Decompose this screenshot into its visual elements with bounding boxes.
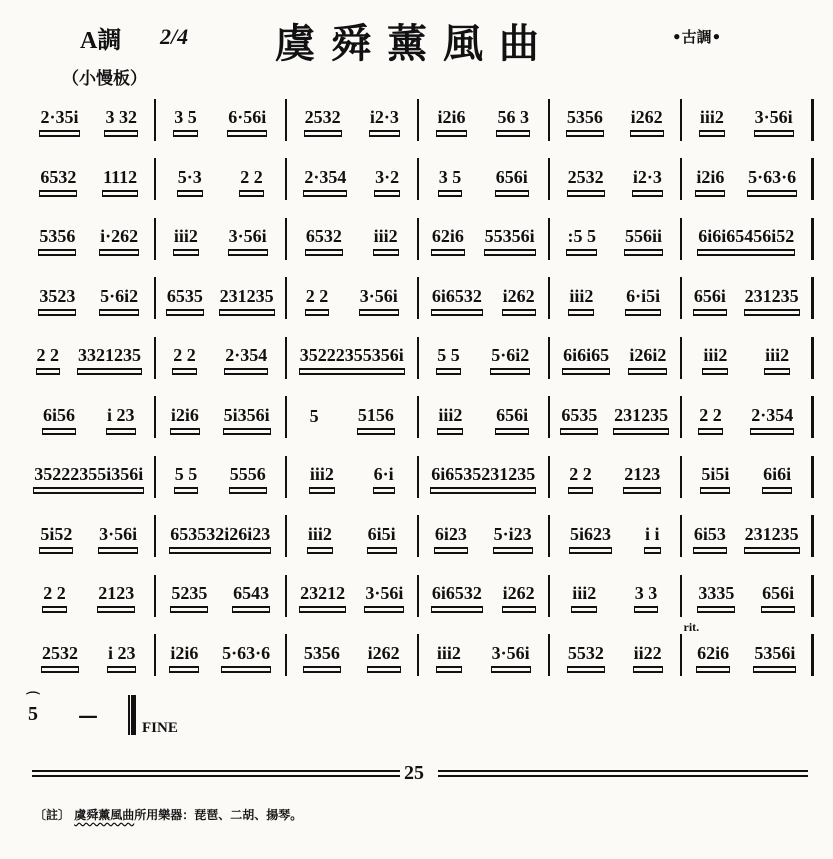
- measure: [419, 158, 551, 200]
- note-group: 6532: [39, 167, 77, 192]
- measure: [287, 277, 419, 319]
- note-group: 6·56i: [227, 107, 267, 132]
- note-group: 6i6i65: [562, 345, 610, 370]
- note-group: 3 5: [438, 167, 463, 192]
- note-group: iii2: [764, 345, 790, 370]
- note-group: 5i356i: [223, 405, 271, 430]
- note-group: 5i623: [569, 524, 612, 549]
- measure: [287, 99, 419, 141]
- measure: [682, 456, 815, 498]
- note-group: 5356: [38, 226, 76, 251]
- piece-title: 虞舜薰風曲: [275, 20, 555, 67]
- note-group: iii2: [702, 345, 728, 370]
- measure: [550, 634, 682, 676]
- measure: [682, 277, 815, 319]
- score-row: [24, 328, 814, 388]
- note-group: iii2: [699, 107, 725, 132]
- note-group: 5·63·6: [221, 643, 271, 668]
- note-group: 62i6: [696, 643, 730, 668]
- note-group: 3·56i: [228, 226, 268, 251]
- note-group: ii22: [633, 643, 663, 668]
- measure: [156, 456, 288, 498]
- note-group: 5i5i: [700, 464, 730, 489]
- measure: [156, 218, 288, 260]
- note-group: 5356: [303, 643, 341, 668]
- note-group: 35222355i356i: [33, 464, 144, 489]
- measure: [419, 218, 551, 260]
- note-group: 2 2: [698, 405, 723, 430]
- measure: [156, 515, 288, 557]
- note-group: i 23: [107, 643, 137, 668]
- note-group: 5·i23: [493, 524, 533, 549]
- note-group: i2i6: [170, 405, 200, 430]
- note-group: 5 5: [174, 464, 199, 489]
- measure: [419, 515, 551, 557]
- measure: [24, 218, 156, 260]
- note-group: 6i56: [42, 405, 76, 430]
- note-group: 656i: [495, 405, 529, 430]
- note-group: i262: [367, 643, 401, 668]
- note-group: i2i6: [695, 167, 725, 192]
- measure: [156, 396, 288, 438]
- note-group: 2123: [623, 464, 661, 489]
- measure: [419, 396, 551, 438]
- note-group: 2 2: [305, 286, 330, 311]
- note-group: i·262: [99, 226, 139, 251]
- note-group: 5556: [229, 464, 267, 489]
- measure: [24, 515, 156, 557]
- note-group: 2 2: [239, 167, 264, 192]
- note-group: 6535: [560, 405, 598, 430]
- note-group: iii2: [568, 286, 594, 311]
- note-group: 3 3: [634, 583, 659, 608]
- score-row: [24, 269, 814, 329]
- note-group: 6·i5i: [625, 286, 661, 311]
- measure: [24, 456, 156, 498]
- note-group: 2532: [304, 107, 342, 132]
- measure: [287, 337, 419, 379]
- note-group: 5·6i2: [490, 345, 530, 370]
- note-group: i262: [502, 583, 536, 608]
- note-group: 2532: [41, 643, 79, 668]
- note-group: 55356i: [484, 226, 536, 251]
- measure: [24, 99, 156, 141]
- note-group: 656i: [761, 583, 795, 608]
- note-group: 2123: [97, 583, 135, 608]
- note-group: 6i6535231235: [430, 464, 536, 489]
- footnote-piece-name: 虞舜薰風曲: [74, 808, 135, 822]
- measure: [550, 158, 682, 200]
- measure: [287, 396, 419, 438]
- note-group: 2 2: [568, 464, 593, 489]
- measure: [287, 515, 419, 557]
- note-group: 2·354: [303, 167, 347, 192]
- note-group: 231235: [744, 286, 800, 311]
- note-group: 2532: [567, 167, 605, 192]
- note-group: 2 2: [42, 583, 67, 608]
- measure: [550, 396, 682, 438]
- measure: [419, 277, 551, 319]
- ending-row: [24, 685, 274, 745]
- note-group: 3335: [697, 583, 735, 608]
- score-row: [24, 90, 814, 150]
- note-group: 231235: [744, 524, 800, 549]
- note-group: 3·56i: [359, 286, 399, 311]
- note-group: 5532: [567, 643, 605, 668]
- measure: [24, 634, 156, 676]
- note-group: 6543: [232, 583, 270, 608]
- note-group: 5356: [566, 107, 604, 132]
- measure: [419, 99, 551, 141]
- measure: [682, 396, 815, 438]
- mode-label: •古調•: [672, 28, 722, 46]
- note-group: 656i: [693, 286, 727, 311]
- note-group: 6i5i: [367, 524, 397, 549]
- measure: [682, 158, 815, 200]
- measure: [24, 337, 156, 379]
- score-row: [24, 388, 814, 448]
- note-group: i2i6: [436, 107, 466, 132]
- final-barline: [128, 695, 136, 735]
- note-group: iii2: [373, 226, 399, 251]
- measure: [419, 634, 551, 676]
- note-group: 2·354: [224, 345, 268, 370]
- measure: [156, 575, 288, 617]
- note-group: 2·35i: [39, 107, 79, 132]
- note-group: iii2: [173, 226, 199, 251]
- note-group: 2·354: [750, 405, 794, 430]
- measure: [550, 99, 682, 141]
- note-group: 3·56i: [364, 583, 404, 608]
- note-group: 5 5: [436, 345, 461, 370]
- score-row: [24, 209, 814, 269]
- measure: [550, 575, 682, 617]
- note-group: 3·56i: [754, 107, 794, 132]
- footnote-text: 所用樂器：琵琶、二胡、揚琴。: [134, 808, 303, 822]
- note-group: 3321235: [77, 345, 142, 370]
- note-group: 62i6: [431, 226, 465, 251]
- note-group: 3 32: [104, 107, 138, 132]
- key-signature: A調: [80, 28, 122, 54]
- note-group: i262: [630, 107, 664, 132]
- note-group: iii2: [571, 583, 597, 608]
- note-group: iii2: [309, 464, 335, 489]
- note-group: 653532i26i23: [169, 524, 271, 549]
- score-row: [24, 566, 814, 626]
- measure: [682, 620, 815, 676]
- note-group: 231235: [613, 405, 669, 430]
- measure: [156, 158, 288, 200]
- measure: [682, 337, 815, 379]
- jianpu-score: [24, 90, 814, 745]
- measure: [550, 456, 682, 498]
- measure: [156, 99, 288, 141]
- note-group: 3·56i: [98, 524, 138, 549]
- measure: [550, 515, 682, 557]
- note-group: 3·56i: [491, 643, 531, 668]
- note-group: 656i: [495, 167, 529, 192]
- measure: [682, 515, 815, 557]
- note-group: 23212: [299, 583, 346, 608]
- measure: [156, 277, 288, 319]
- note-group: 5: [309, 405, 319, 426]
- note-group: 5·3: [177, 167, 203, 192]
- measure: [682, 218, 815, 260]
- footer-rule-left: [32, 770, 400, 777]
- note-group: 5i52: [39, 524, 73, 549]
- note-group: iii2: [307, 524, 333, 549]
- note-group: 6i6i: [762, 464, 792, 489]
- note-group: i2·3: [632, 167, 663, 192]
- measure: [550, 277, 682, 319]
- measure: [419, 456, 551, 498]
- note-group: 5·63·6: [747, 167, 797, 192]
- note-group: 5235: [170, 583, 208, 608]
- note-group: i26i2: [628, 345, 667, 370]
- note-group: 6i6532: [431, 583, 483, 608]
- note-group: 3 5: [173, 107, 198, 132]
- measure: [682, 575, 815, 617]
- measure: [550, 337, 682, 379]
- measure: [24, 396, 156, 438]
- measure: [287, 634, 419, 676]
- tempo-marking: （小慢板）: [62, 69, 147, 89]
- footer-rule-right: [438, 770, 808, 777]
- sustain-dash: —: [78, 702, 98, 727]
- time-signature: 2/4: [160, 24, 189, 49]
- note-group: 2 2: [172, 345, 197, 370]
- note-group: 5·6i2: [99, 286, 139, 311]
- measure: [419, 575, 551, 617]
- fine-marking: FINE: [142, 719, 178, 736]
- note-group: 6535: [166, 286, 204, 311]
- measure: [682, 99, 815, 141]
- fermata-note: ⌒ 5: [28, 703, 38, 726]
- measure: [24, 158, 156, 200]
- note-group: i2·3: [369, 107, 400, 132]
- measure: [287, 456, 419, 498]
- note-group: 56 3: [496, 107, 530, 132]
- note-group: 6i23: [434, 524, 468, 549]
- note-group: 3523: [38, 286, 76, 311]
- note-group: 3·2: [374, 167, 400, 192]
- measure: [287, 218, 419, 260]
- measure: [24, 575, 156, 617]
- note-group: 6i6532: [431, 286, 483, 311]
- ritardando-marking: rit.: [683, 620, 700, 635]
- note-group: 6532: [305, 226, 343, 251]
- note-group: 556ii: [624, 226, 663, 251]
- measure: [419, 337, 551, 379]
- note-group: 6·i: [373, 464, 395, 489]
- note-group: iii2: [437, 405, 463, 430]
- note-group: iii2: [436, 643, 462, 668]
- measure: [550, 218, 682, 260]
- note-group: 2 2: [36, 345, 61, 370]
- measure: [24, 277, 156, 319]
- measure: [287, 575, 419, 617]
- measure: [156, 337, 288, 379]
- note-group: :5 5: [566, 226, 597, 251]
- note-group: 5356i: [753, 643, 796, 668]
- note-group: 6i6i65456i52: [697, 226, 795, 251]
- note-group: 6i53: [693, 524, 727, 549]
- score-row: [24, 150, 814, 210]
- page-number: 25: [404, 762, 424, 784]
- note-group: i 23: [106, 405, 136, 430]
- footnote-prefix: 〔註〕: [34, 808, 71, 822]
- note-group: 1112: [102, 167, 138, 192]
- score-row: [24, 507, 814, 567]
- score-row: [24, 620, 814, 686]
- score-row: [24, 447, 814, 507]
- measure: [156, 634, 288, 676]
- note-group: 231235: [219, 286, 275, 311]
- note-group: i i: [644, 524, 661, 549]
- note-group: 35222355356i: [299, 345, 405, 370]
- footnote: [34, 806, 302, 823]
- measure: [287, 158, 419, 200]
- note-group: i262: [502, 286, 536, 311]
- note-group: i2i6: [169, 643, 199, 668]
- note-group: 5156: [357, 405, 395, 430]
